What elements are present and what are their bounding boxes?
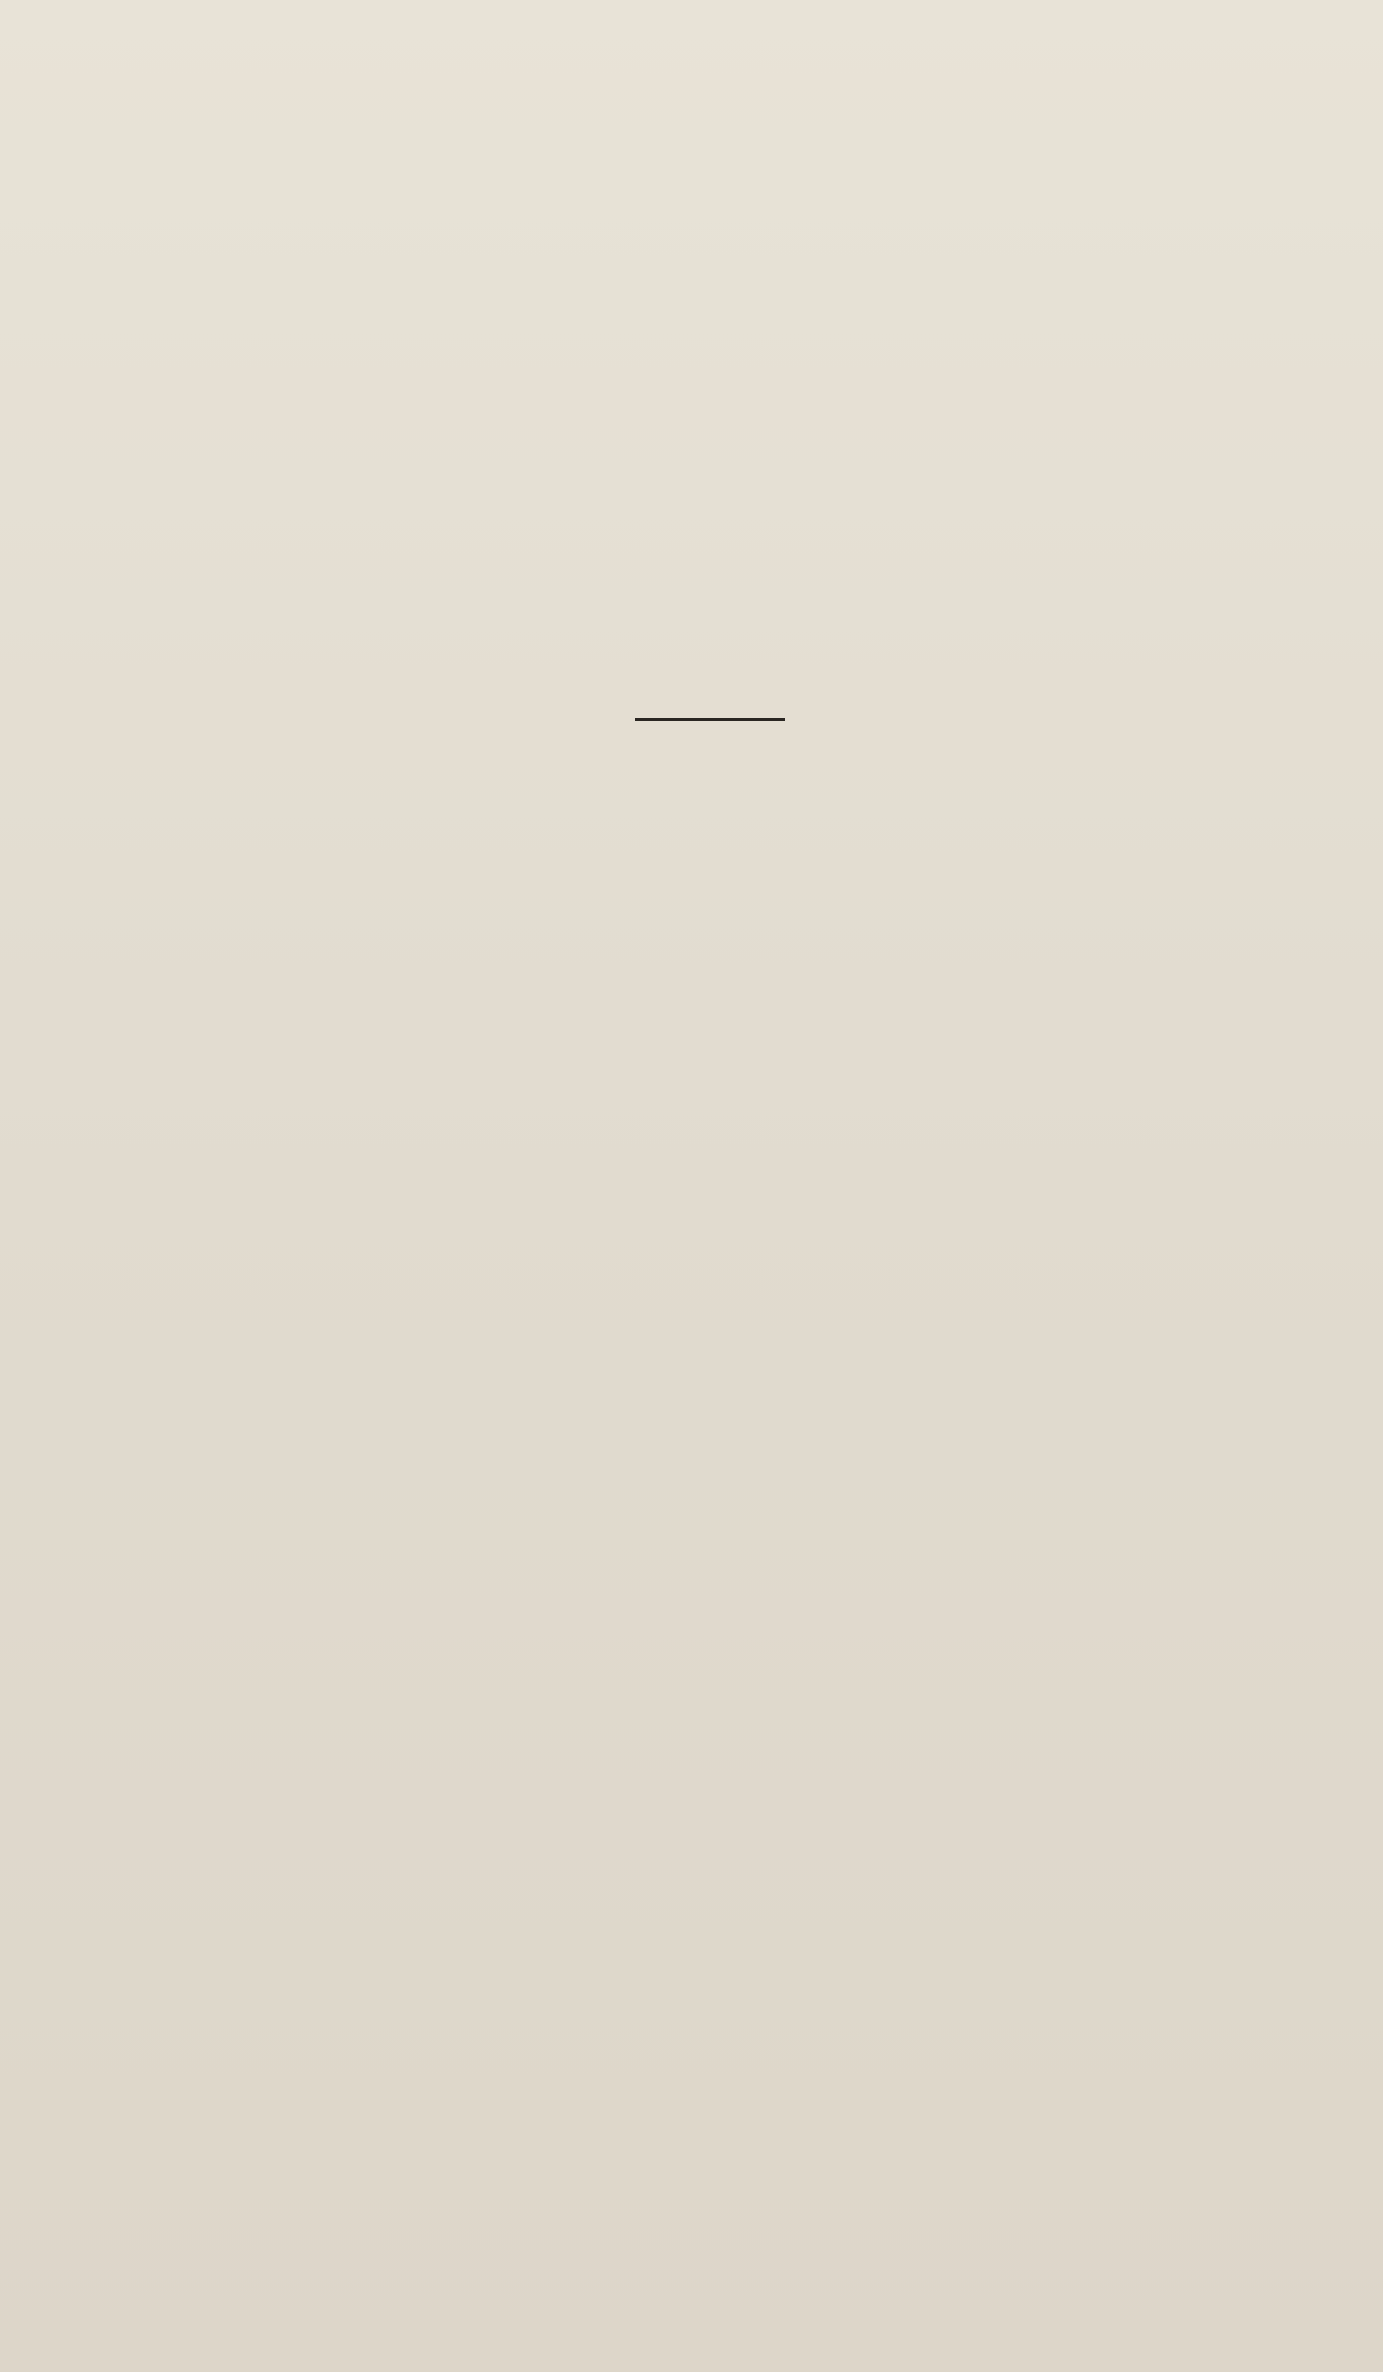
section-divider (635, 718, 785, 721)
